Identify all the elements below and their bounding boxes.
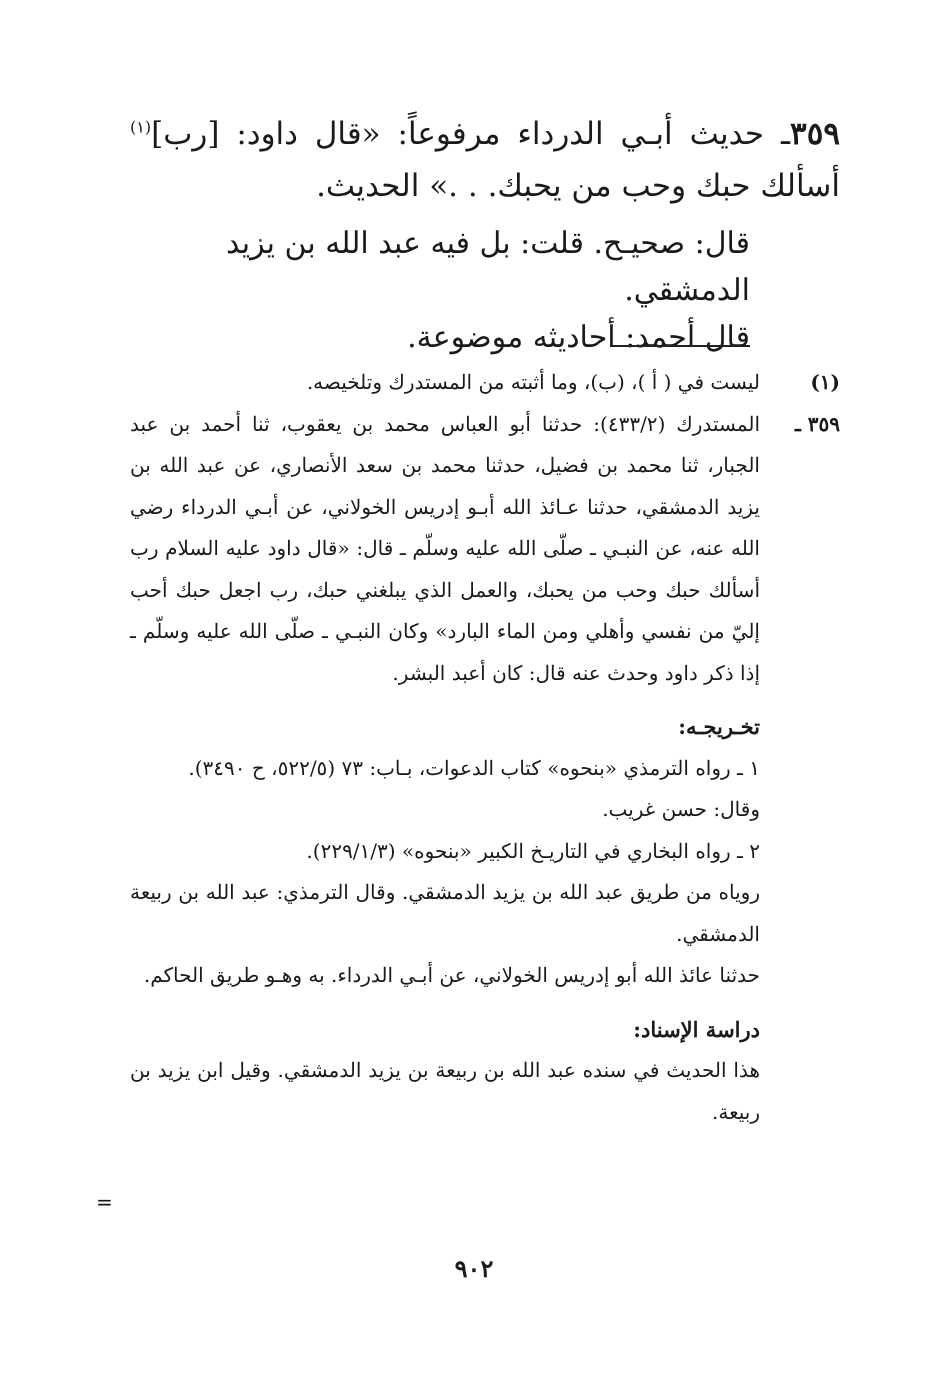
hadith-number: ٣٥٩ bbox=[790, 116, 840, 152]
takhrij-line: حدثنا عائذ الله أبو إدريس الخولاني، عن أبـي الدرداء. به وهـو طريق الحاكم. bbox=[143, 963, 760, 987]
main-hadith-entry bbox=[130, 108, 840, 212]
footnote-1 bbox=[130, 362, 840, 404]
isnad-heading: دراسة الإسناد: bbox=[633, 1016, 760, 1042]
hadith-ruling bbox=[130, 220, 750, 361]
footnote-label: (١) bbox=[810, 370, 840, 394]
mustadrak-label: ٣٥٩ ـ bbox=[794, 411, 840, 436]
ruling-line-1: قال: صحيـح. قلت: بل فيه عبد الله بن يزيد الدمشقي. bbox=[225, 226, 750, 308]
hadith-text-start: ـ حديث أبـي الدرداء مرفوعاً: «قال داود: [رب] bbox=[151, 116, 791, 152]
footnote-text: ليست في ( أ )، (ب)، وما أثبته من المستدرك وتلخيصه. bbox=[306, 370, 760, 394]
page-number: ٩٠٢ bbox=[454, 1254, 494, 1283]
takhrij-line: ١ ـ رواه الترمذي «بنحوه» كتاب الدعوات، بـاب: ٧٣ (٥٢٢/٥، ح ٣٤٩٠). bbox=[188, 755, 760, 780]
notes-section bbox=[130, 362, 840, 1133]
isnad-section bbox=[130, 1009, 840, 1134]
footnote-separator bbox=[610, 345, 750, 347]
hadith-text-end: أسألك حبك وحب من يحبك. . .» الحديث. bbox=[316, 168, 840, 204]
takhrij-line: وقال: حسن غريب. bbox=[602, 797, 760, 821]
takhrij-line: ٢ ـ رواه البخاري في التاريـخ الكبير «بنحوه» (٢٢٩/١/٣). bbox=[306, 838, 760, 863]
mustadrak-text: المستدرك (٤٣٣/٢): حدثنا أبو العباس محمد بن يعقوب، ثنا أحمد بن عبد الجبار، ثنا محمد بن فضيل، حدثنا محمد بن سعد الأنصاري، عن عبد الله بن يزيد الدمشقي، حدثنا عـائذ الله أبـو إدريس الخولاني، عن أبـي الدرداء رضي الله عنه، عن النبـي ـ صلّى الله عليه وسلّم ـ قال: «قال داود عليه السلام رب أسألك حبك وحب من يحبك، والعمل الذي يبلغني حبك، رب اجعل حبك أحب إليّ من نفسي وأهلي ومن الماء البارد» وكان النبـي ـ صلّى الله عليه وسلّم ـ إذا ذكر داود وحدث عنه قال: كان أعبد البشر. bbox=[130, 411, 761, 685]
takhrij-line: روياه من طريق عبد الله بن يزيد الدمشقي. وقال الترمذي: عبد الله بن ربيعة الدمشقي. bbox=[130, 880, 760, 946]
footnote-reference: (١) bbox=[130, 117, 152, 137]
takhrij-heading: تخـريجـه: bbox=[678, 714, 760, 739]
mustadrak-note bbox=[130, 404, 840, 695]
continuation-mark: = bbox=[96, 1190, 113, 1214]
takhrij-body bbox=[130, 748, 760, 997]
takhrij-section bbox=[130, 706, 840, 997]
ruling-line-2: قال أحمد: أحاديثه موضوعة. bbox=[407, 320, 750, 355]
isnad-body: هذا الحديث في سنده عبد الله بن ربيعة بن يزيد الدمشقي. وقيل ابن يزيد بن ربيعة. bbox=[130, 1058, 760, 1124]
